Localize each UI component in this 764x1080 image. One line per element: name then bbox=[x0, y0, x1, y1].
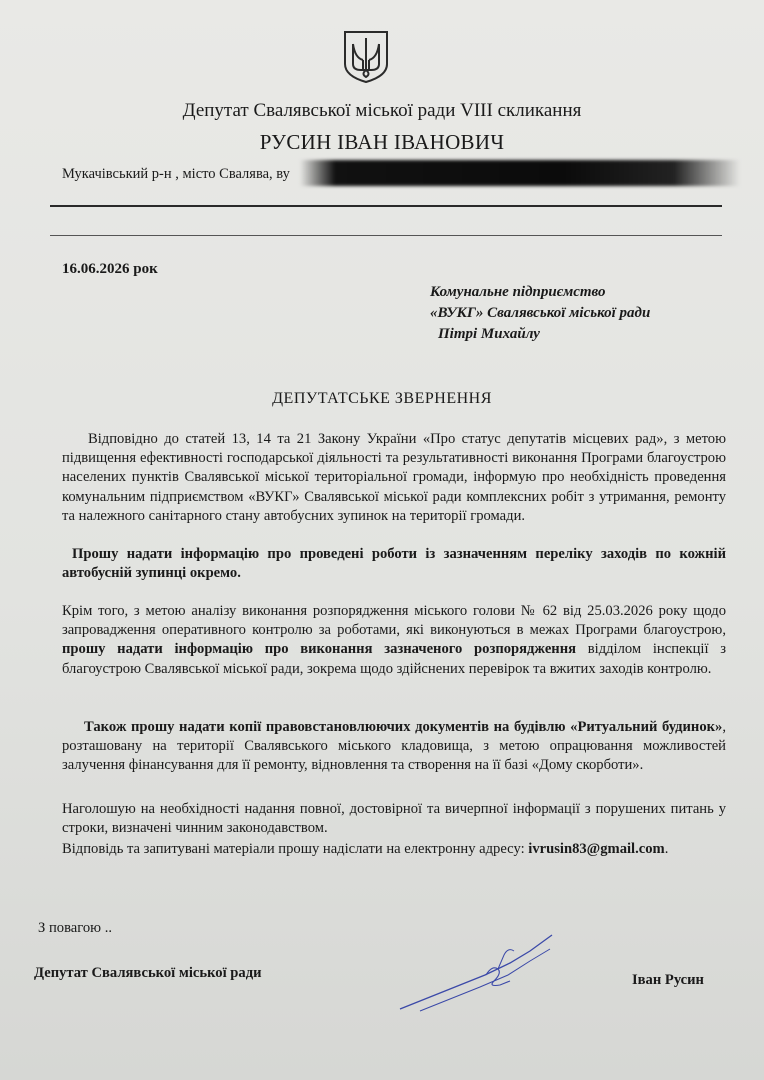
paragraph-6 bbox=[62, 840, 726, 859]
signature-role: Депутат Свалявської міської ради bbox=[34, 965, 262, 981]
header-divider bbox=[50, 205, 722, 207]
paragraph-3-text-c: відділом інспекції з благоустрою Свалявської міської ради, зокрема щодо здійснених перевірок та вжитих заходів контролю. bbox=[62, 641, 726, 677]
header-divider-thin bbox=[50, 235, 722, 236]
trident-icon bbox=[341, 30, 391, 84]
paragraph-3-text-a: Крім того, з метою аналізу виконання розпорядження міського голови № 62 від 25.03.2026 року щодо запровадження оперативного контролю за роботами, які виконуються в межах Програми благоустрою, bbox=[62, 603, 726, 639]
handwritten-signature bbox=[390, 925, 570, 1015]
paragraph-4-text-bold: Також прошу надати копії правовстановлюючих документів на будівлю «Ритуальний будинок» bbox=[84, 719, 723, 735]
recipient-line-1: Комунальне підприємство bbox=[430, 284, 606, 300]
recipient-line-2: «ВУКГ» Свалявської міської ради bbox=[430, 305, 651, 321]
paragraph-3-text-bold: прошу надати інформацію про виконання зазначеного розпорядження bbox=[62, 641, 577, 658]
paragraph-6-text-c: . bbox=[664, 841, 669, 857]
deputy-position-line: Депутат Свалявської міської ради VIII скликання bbox=[182, 100, 582, 121]
email-address: ivrusin83@gmail.com bbox=[528, 841, 665, 857]
closing-phrase: З повагою .. bbox=[38, 920, 113, 936]
recipient-block bbox=[430, 282, 650, 345]
signature-name: Іван Русин bbox=[632, 972, 704, 988]
paragraph-5: Наголошую на необхідності надання повної, достовірної та вичерпної інформації з порушених питань у строки, визначені чинним законодавством. bbox=[62, 801, 726, 837]
paragraph-1: Відповідно до статей 13, 14 та 21 Закону України «Про статус депутатів місцевих рад», з метою підвищення ефективності господарської діяльності та результативності виконання Програми благоустрою населених пунктів Свалявської міської територіальної громади, інформую про необхідність проведення комунальним підприємством «ВУКГ» Свалявської міської ради комплексних робіт з утримання, ремонту та належного санітарного стану автобусних зупинок на території громади. bbox=[62, 431, 726, 524]
address-line: Мукачівський р-н , місто Свалява, ву bbox=[62, 166, 290, 182]
paragraph-2-request: Прошу надати інформацію про проведені роботи із зазначенням переліку заходів по кожній автобусній зупинці окремо. bbox=[62, 546, 726, 582]
deputy-name: РУСИН ІВАН ІВАНОВИЧ bbox=[259, 130, 505, 154]
paragraph-4 bbox=[62, 718, 726, 776]
recipient-line-3: Пітрі Михайлу bbox=[438, 326, 540, 342]
document-title: ДЕПУТАТСЬКЕ ЗВЕРНЕННЯ bbox=[272, 390, 492, 407]
paragraph-3 bbox=[62, 602, 726, 679]
paragraph-4-text-b: , розташовану на території Свалявського міського кладовища, з метою опрацювання можливостей залучення фінансування для її ремонту, відновлення та створення на її базі «Дому скорботи». bbox=[62, 719, 726, 774]
redaction-block bbox=[300, 160, 740, 186]
paragraph-6-text-a: Відповідь та запитувані матеріали прошу надіслати на електронну адресу: bbox=[62, 841, 529, 857]
document-date: 16.06.2026 рок bbox=[62, 261, 158, 277]
